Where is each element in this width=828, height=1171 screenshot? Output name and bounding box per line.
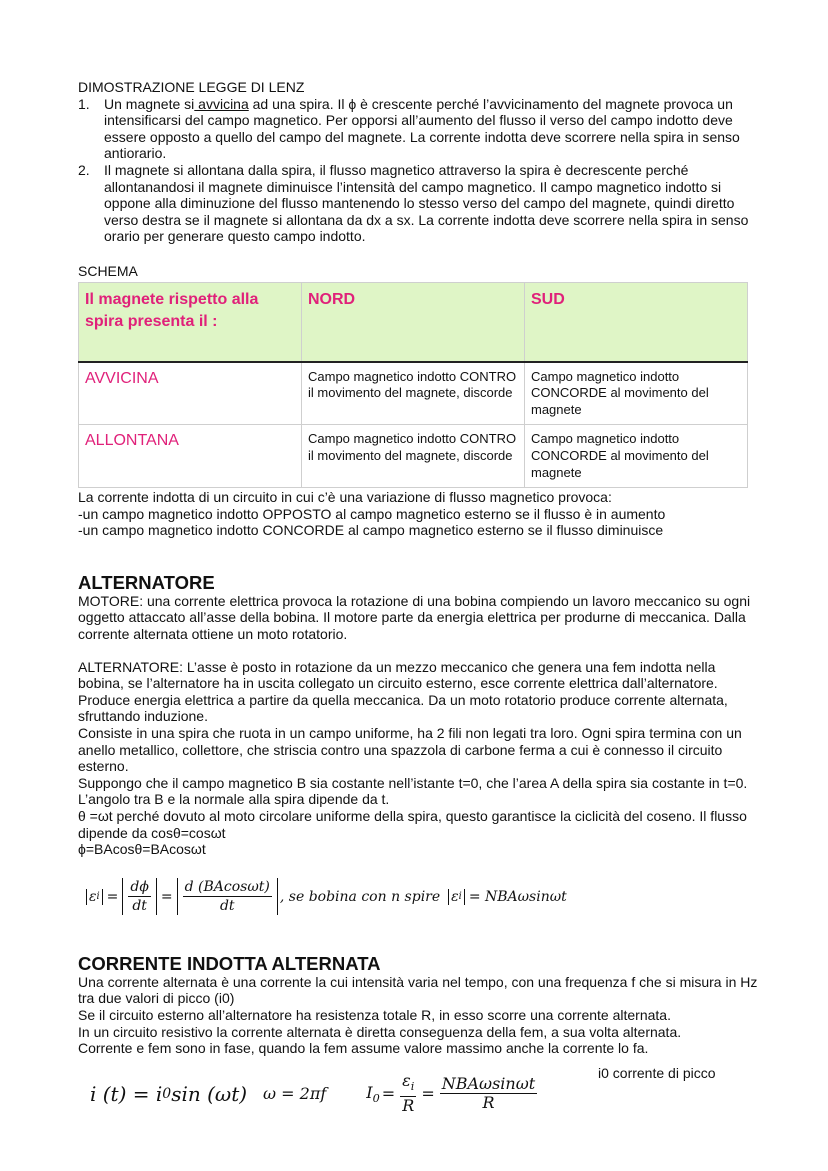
summary-line: -un campo magnetico indotto OPPOSTO al campo magnetico esterno se il flusso è in aumento (78, 505, 666, 522)
table-cell: Campo magnetico indotto CONTRO il movimento del magnete, discorde (302, 425, 525, 488)
table-header-row (79, 282, 748, 362)
fem-formula: ε i = $\frac{d\phi}{dt}$ = $\frac{d (BAcos\omega t)}{dt}$ , se bobina con n spire ε i = NBAωsinωt (86, 872, 758, 922)
table-cell: Campo magnetico indotto CONCORDE al movimento del magnete (525, 362, 748, 425)
table-row (79, 425, 748, 488)
table-cell: Campo magnetico indotto CONTRO il movimento del magnete, discorde (302, 362, 525, 425)
list-item (78, 162, 758, 245)
table-header-cell: Il magnete rispetto alla spira presenta il : (79, 282, 302, 362)
formula-result: = NBAωsinωt (468, 888, 567, 905)
abs-derivative-expr: $\frac{d (BAcos\omega t)}{dt}$ (177, 878, 278, 915)
list-item (78, 96, 758, 162)
list-text: Il magnete si allontana dalla spira, il flusso magnetico attraverso la spira è decrescente perché allontanandosi il magnete diminuisce l’intensità del campo magnetico. Il campo magnetico indotto si oppone alla diminuzione del flusso mantenendo lo stesso verso del campo del magnete, quindi diretto verso destra se il magnete si allontana da dx a sx. La corrente indotta deve scorrere nella spira in senso orario per generare questo campo indotto. (104, 161, 749, 245)
list-text-post: ad una spira. Il ϕ è crescente perché l’avvicinamento del magnete provoca un intensificarsi del campo magnetico. Per opporsi all’aumento del flusso il verso del campo indotto deve essere opposto a quello del campo del magnete. La corrente indotta deve scorrere nella spira in senso antiorario. (104, 95, 740, 162)
formula-sin: sin (ωt) (171, 1081, 248, 1106)
summary-line: La corrente indotta di un circuito in cui c’è una variazione di flusso magnetico provoca: (78, 489, 612, 506)
abs-eps: ε i (448, 889, 465, 905)
list-number: 1. (78, 95, 90, 112)
schema-summary (78, 489, 758, 539)
schema-table (78, 282, 748, 489)
abs-eps: ε i (86, 889, 103, 905)
section-heading-corrente: CORRENTE INDOTTA ALTERNATA (78, 952, 381, 974)
section-heading-alternatore: ALTERNATORE (78, 571, 215, 593)
paragraph: Se il circuito esterno all’alternatore ha resistenza totale R, in esso scorre una corrente alternata. (78, 1006, 671, 1023)
paragraph: Una corrente alternata è una corrente la cui intensità varia nel tempo, con una frequenza f che si misura in Hz tra due valori di picco (i0) (78, 973, 758, 1007)
formula-note: i0 corrente di picco (598, 1064, 716, 1081)
paragraph: Consiste in una spira che ruota in un campo uniforme, ha 2 fili non legati tra loro. Ogni spira termina con un anello metallico, collettore, che striscia contro una spazzola di carbone ferma a cui è connesso il circuito esterno. (78, 725, 742, 775)
abs-derivative: $\frac{d\phi}{dt}$ (122, 878, 157, 915)
current-formula: i (t) = i 0 sin (ωt) ω = 2πf $I_0$ = $\frac{\varepsilon_i}{R}$ = $\frac{\text{NBAωsinωt}}{R}$ i0 corrente di picco (90, 1064, 716, 1116)
lenz-list (78, 96, 758, 245)
formula-it: i (t) = i (90, 1081, 163, 1106)
fraction-eps-r: $\frac{\varepsilon_i}{R}$ (402, 1071, 415, 1116)
underlined-word: avvicina (194, 95, 249, 112)
list-number: 2. (78, 161, 90, 178)
table-header-cell: NORD (302, 282, 525, 362)
row-label: AVVICINA (79, 362, 302, 425)
paragraph: In un circuito resistivo la corrente alternata è diretta conseguenza della fem, a sua volta alternata. (78, 1023, 682, 1040)
lenz-title: DIMOSTRAZIONE LEGGE DI LENZ (78, 79, 305, 95)
table-header-cell: SUD (525, 282, 748, 362)
paragraph: θ =ωt perché dovuto al moto circolare uniforme della spira, questo garantisce la ciclicità del coseno. Il flusso dipende da cosθ=cosωt (78, 808, 747, 841)
formula-omega: ω = 2πf (263, 1084, 327, 1104)
row-label: ALLONTANA (79, 425, 302, 488)
table-cell: Campo magnetico indotto CONCORDE al movimento del magnete (525, 425, 748, 488)
formula-text: , se bobina con n spire (279, 888, 441, 905)
list-text-pre: Un magnete si (104, 95, 195, 112)
fraction-nba-r: $\frac{\text{NBAωsinωt}}{R}$ (441, 1074, 536, 1113)
table-row (79, 362, 748, 425)
formula-I0: $I_0$ (366, 1082, 380, 1105)
motore-paragraph: MOTORE: una corrente elettrica provoca la rotazione di una bobina compiendo un lavoro meccanico su ogni oggetto attaccato all’asse della bobina. Il motore parte da energia elettrica per produrne di meccanica. Dalla corrente alternata ottiene un moto rotatorio. (78, 592, 751, 643)
paragraph: ALTERNATORE: L’asse è posto in rotazione da un mezzo meccanico che genera una fem indotta nella bobina, se l’alternatore ha in uscita collegato un circuito esterno, esce corrente elettrica dall’alternatore. Produce energia elettrica a partire da quella meccanica. Da un moto rotatorio produce corrente alternata, sfruttando induzione. (78, 658, 728, 725)
document-page (78, 79, 758, 1121)
summary-line: -un campo magnetico indotto CONCORDE al campo magnetico esterno se il flusso diminuisce (78, 522, 664, 539)
schema-label: SCHEMA (78, 262, 138, 279)
paragraph: Suppongo che il campo magnetico B sia costante nell’istante t=0, che l’area A della spira sia costante in t=0. L’angolo tra B e la normale alla spira dipende da t. (78, 774, 748, 808)
paragraph: Corrente e fem sono in fase, quando la fem assume valore massimo anche la corrente lo fa. (78, 1040, 649, 1057)
flux-formula-line: ϕ=BAcosθ=BAcosωt (78, 841, 206, 858)
